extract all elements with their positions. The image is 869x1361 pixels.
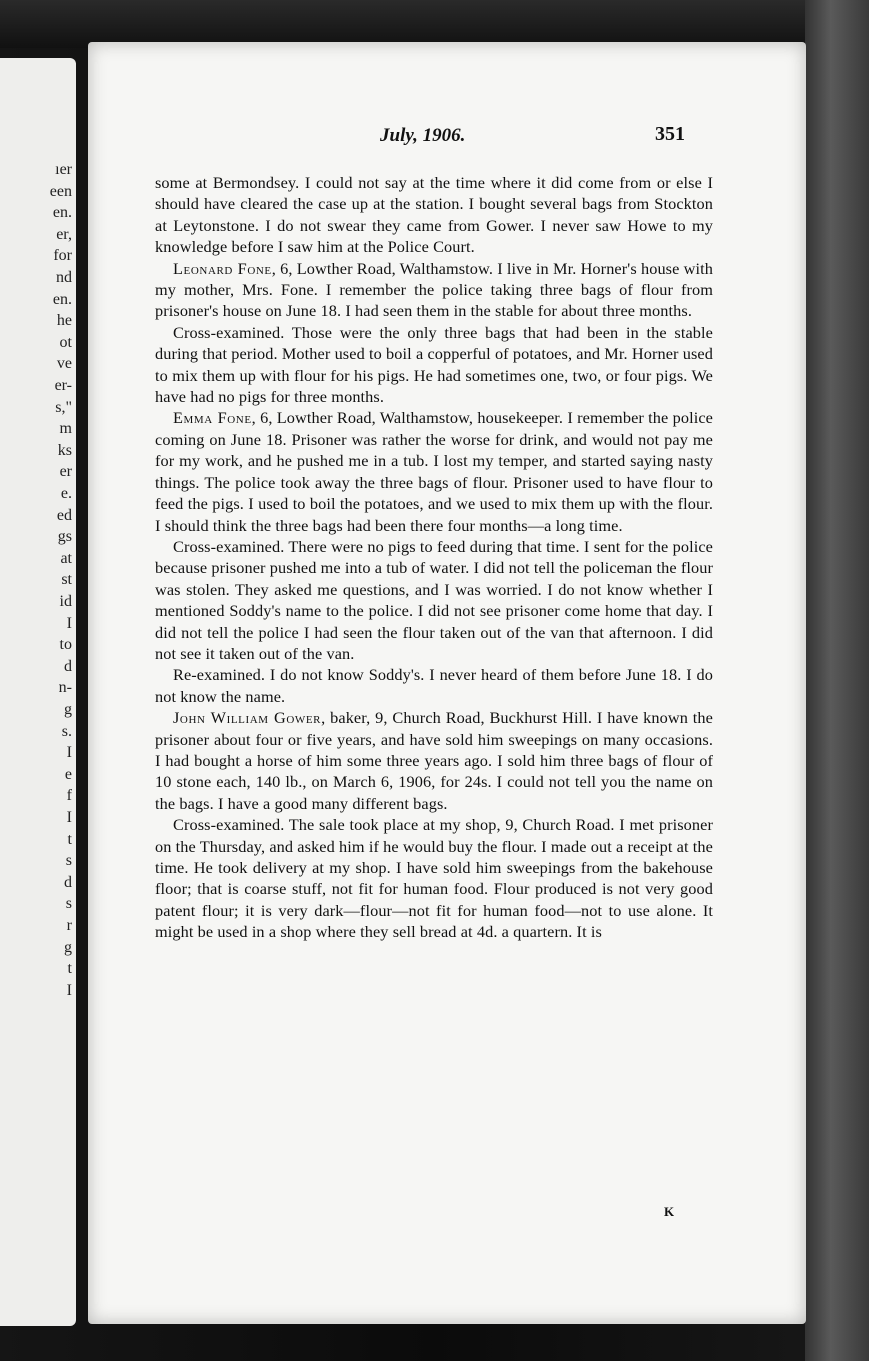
facing-page-fragment: m	[59, 420, 72, 438]
facing-page-fragment: er,	[56, 225, 72, 243]
facing-page-fragment: een	[49, 182, 72, 200]
paragraph	[155, 664, 713, 707]
facing-page-fragment: e.	[60, 485, 72, 502]
facing-page-fragment: s,"	[55, 398, 72, 416]
facing-page-fragment: er-	[54, 377, 72, 394]
facing-page-fragment: e	[64, 765, 72, 783]
facing-page-fragment: n-	[58, 679, 72, 697]
paragraph	[155, 814, 713, 942]
paragraph-text: , baker, 9, Church Road, Buckhurst Hill. I have known the prisoner about four or five years, and have sold him sweepings on many occasions. I had bought a horse of him some three years ago. I sold him three bags of flour of 10 stone each, 140 lb., on March 6, 1906, for 24s. I could not tell you the name on the bags. I have a good many different bags.	[155, 708, 713, 813]
facing-page-fragment: I	[66, 744, 72, 762]
facing-page-fragment: I	[66, 981, 72, 999]
facing-page-fragment: g	[64, 938, 72, 956]
facing-page-fragment: at	[60, 549, 72, 567]
page-body	[155, 172, 713, 943]
facing-page-fragment: id	[59, 593, 72, 610]
paragraph	[155, 322, 713, 408]
facing-page-fragment: s.	[61, 722, 72, 740]
facing-page-fragment: r	[66, 917, 72, 934]
paragraph	[155, 172, 713, 258]
paragraph	[155, 707, 713, 814]
facing-page-fragment: ot	[59, 333, 72, 351]
book-top-edge	[0, 0, 869, 48]
signature-mark: K	[664, 1204, 675, 1219]
witness-name: John William Gower	[173, 708, 322, 728]
facing-page-fragment: I	[66, 809, 72, 826]
facing-page-fragment: ıer	[55, 161, 72, 178]
paragraph-text: Cross-examined. The sale took place at my shop, 9, Church Road. I met prisoner on the Thursday, and asked him if he would buy the flour. I made out a receipt at the time. He took delivery at my shop. I have sold him sweepings from the bakehouse floor; that is coarse stuff, not fit for human food. Flour produced is not very good patent flour; it is very dark—flour—not fit for human food—not to use alone. It might be used in a shop where they sell bread at 4d. a quartern. It is	[155, 815, 713, 942]
paragraph-text: , 6, Lowther Road, Walthamstow. I live in Mr. Horner's house with my mother, Mrs. Fone. I remember the police taking three bags of flour from prisoner's house on June 18. I had seen them in the stable for about three months.	[155, 258, 713, 321]
facing-page-fragment: f	[66, 787, 72, 805]
facing-page-fragment: s	[65, 895, 72, 913]
paragraph-text: Cross-examined. Those were the only three bags that had been in the stable during that period. Mother used to boil a copperful of potatoes, and Mr. Horner used to mix them up with flour for his pigs. He had sometimes one, two, or four pigs. We have had no pigs for three months.	[155, 322, 713, 407]
facing-page-fragment: ed	[56, 506, 72, 524]
page-number: 351	[655, 123, 685, 145]
facing-page-fragment: en.	[52, 290, 72, 308]
paragraph-text: , 6, Lowther Road, Walthamstow, housekeeper. I remember the police coming on June 18. Prisoner was rather the worse for drink, and would not pay me for my work, and he pushed me in a tub. I lost my temper, and started saying nasty things. The police took away the three bags of flour. Prisoner used to have flour to feed the pigs. I used to boil the potatoes, and we used to mix them up with the flour. I should think the three bags had been there four months—a long time.	[155, 408, 713, 535]
facing-page-fragment: ks	[57, 441, 72, 459]
facing-page-fragment: to	[59, 636, 72, 654]
paragraph-text: some at Bermondsey. I could not say at the time where it did come from or else I should have cleared the case up at the station. I bought several bags from Stockton at Leytonstone. I do not swear they came from Gower. I never saw Howe to my knowledge before I saw him at the Police Court.	[155, 173, 713, 257]
paragraph-text: Cross-examined. There were no pigs to feed during that time. I sent for the police because prisoner pushed me into a tub of water. I did not tell the policeman the flour was stolen. They asked me questions, and I was worried. I do not know whether I mentioned Soddy's name to the police. I did not see prisoner come home that day. I did not tell the police I had seen the flour taken out of the van that afternoon. I did not see it taken out of the van.	[155, 536, 713, 663]
facing-page-fragment: gs	[57, 528, 72, 546]
facing-page-fragment: g	[64, 701, 72, 718]
running-head: July, 1906.	[380, 125, 466, 146]
facing-page-fragment: t	[67, 830, 72, 848]
paragraph	[155, 407, 713, 535]
facing-page-fragment: for	[53, 247, 72, 265]
facing-page-fragment: d	[64, 873, 72, 891]
witness-name: Emma Fone	[173, 408, 252, 428]
book-right-edge	[805, 0, 869, 1361]
paragraph	[155, 536, 713, 664]
facing-page-fragment: d	[64, 657, 72, 675]
facing-page-edge	[0, 58, 76, 1326]
facing-page-fragment: I	[66, 614, 72, 632]
witness-name: Leonard Fone	[173, 258, 272, 278]
paragraph	[155, 258, 713, 322]
facing-page-fragment: st	[61, 571, 72, 589]
facing-page-fragment: ve	[56, 355, 72, 373]
facing-page-fragment: er	[59, 463, 72, 481]
paragraph-text: Re-examined. I do not know Soddy's. I never heard of them before June 18. I do not know the name.	[155, 665, 713, 706]
facing-page-fragment: s	[65, 852, 72, 870]
facing-page-fragment: he	[56, 312, 72, 330]
facing-page-fragment: en.	[52, 204, 72, 222]
facing-page-fragment: nd	[56, 269, 72, 286]
facing-page-fragment: t	[67, 960, 72, 978]
